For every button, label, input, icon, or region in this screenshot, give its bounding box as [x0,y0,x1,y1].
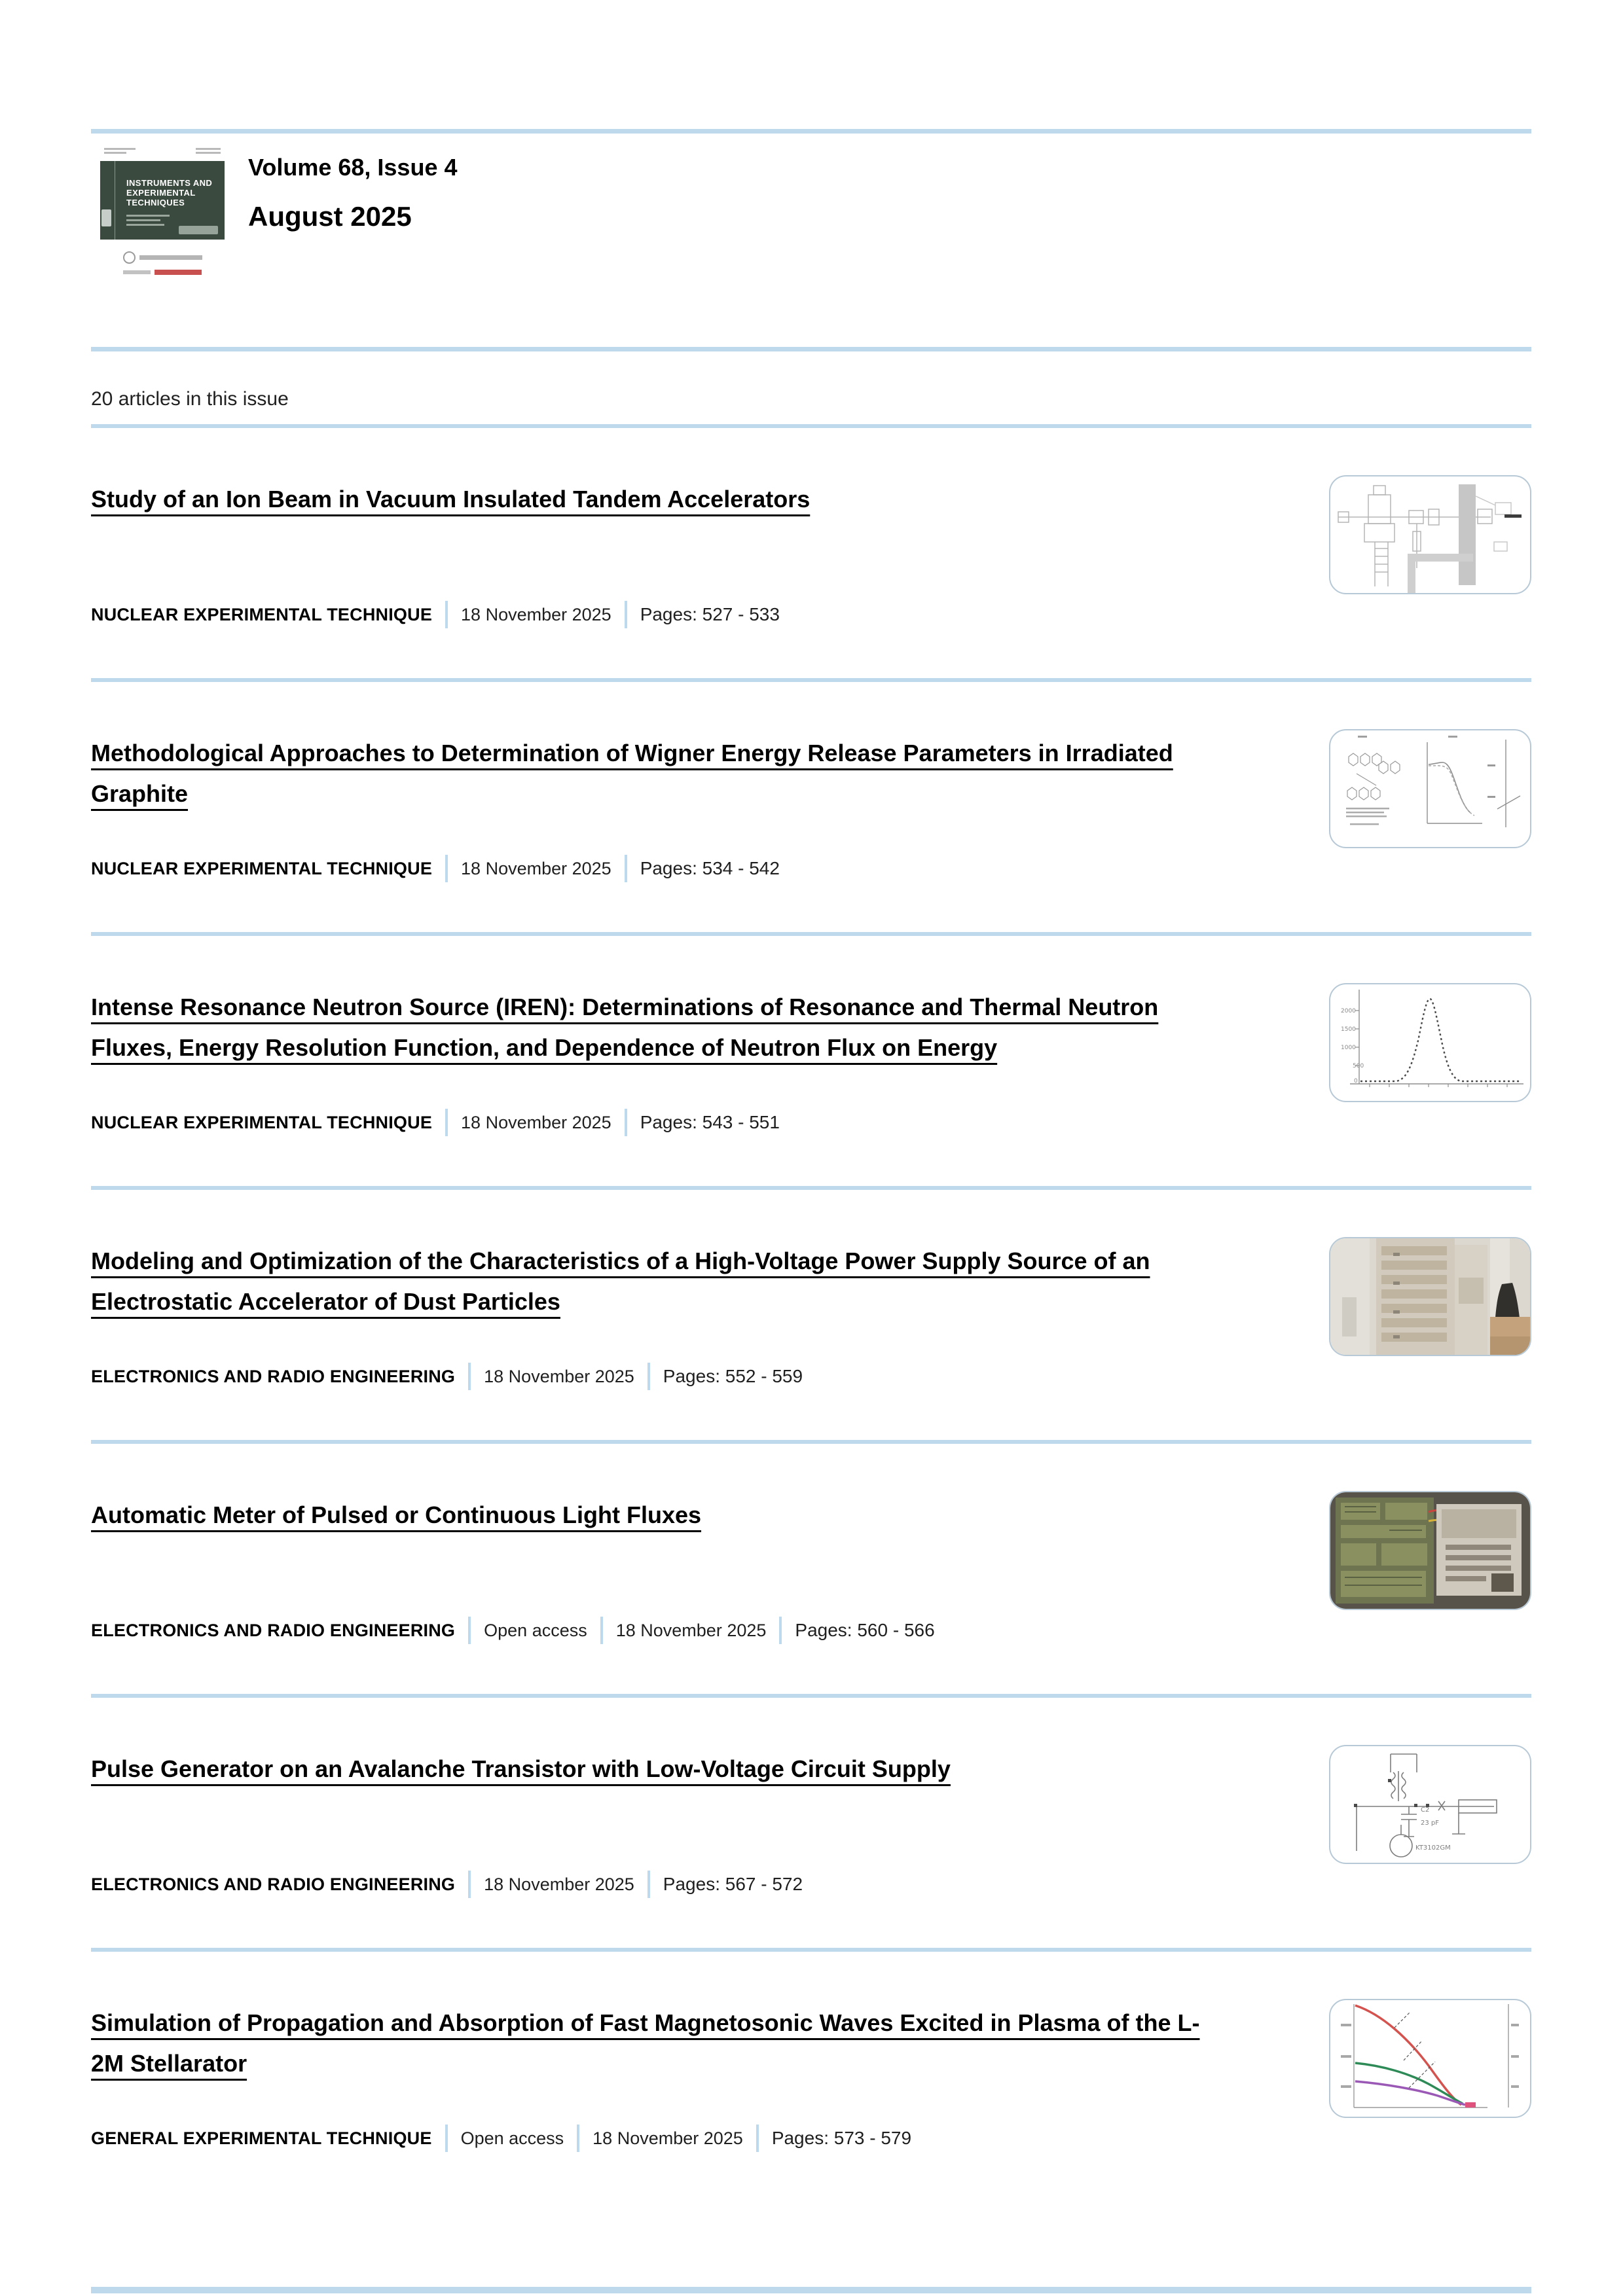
cover-label-plate [179,226,218,234]
article-item [91,682,1531,932]
article-item [91,1698,1531,1948]
meta-divider [468,1617,471,1644]
article-meta [91,1617,935,1644]
article-date: 18 November 2025 [461,858,611,878]
article-item [91,936,1531,1186]
article-date: 18 November 2025 [461,1112,611,1132]
articles-count: 20 articles in this issue [91,388,289,410]
open-access-label: Open access [460,2128,564,2148]
article-pages: Pages: 567 - 572 [663,1874,803,1894]
article-thumbnail[interactable] [1329,729,1531,848]
svg-text:2000: 2000 [1341,1008,1356,1014]
issue-header [91,134,1531,347]
meta-divider [647,1363,650,1390]
article-date: 18 November 2025 [593,2128,743,2148]
cover-publisher-logos [100,251,225,275]
article-pages: Pages: 527 - 533 [640,604,780,624]
thumb-power-supply-photo [1330,1238,1530,1355]
article-title-link[interactable]: Methodological Approaches to Determination of Wigner Energy Release Parameters in Irradiated Graphite [91,740,1173,807]
meta-divider [445,601,448,628]
article-category: NUCLEAR EXPERIMENTAL TECHNIQUE [91,604,433,624]
article-title-link[interactable]: Automatic Meter of Pulsed or Continuous Light Fluxes [91,1501,702,1528]
meta-divider [468,1871,471,1898]
cover-issn-lines [196,148,221,156]
article-item [91,1190,1531,1440]
cover-editor-lines [126,215,170,228]
article-thumbnail[interactable] [1329,475,1531,594]
academy-emblem-icon [101,209,111,226]
thumb-light-flux-meter-photo [1330,1492,1530,1609]
issue-date-label: August 2025 [248,201,412,232]
open-access-label: Open access [484,1620,587,1640]
svg-text:1000: 1000 [1341,1045,1356,1051]
meta-divider [779,1617,782,1644]
article-meta [91,2125,1204,2152]
article-meta [91,1109,1204,1136]
article-category: GENERAL EXPERIMENTAL TECHNIQUE [91,2128,432,2148]
svg-text:C2: C2 [1421,1806,1430,1814]
thumb-pulse-generator-circuit [1330,1746,1530,1863]
article-thumbnail[interactable] [1329,1745,1531,1864]
article-pages: Pages: 552 - 559 [663,1366,803,1386]
article-category: NUCLEAR EXPERIMENTAL TECHNIQUE [91,1112,433,1132]
article-meta [91,1363,1204,1390]
article-item [91,1444,1531,1694]
article-title-link[interactable]: Simulation of Propagation and Absorption of Fast Magnetosonic Waves Excited in Plasma of the L-2M Stellarator [91,2009,1200,2077]
cover-top-text [100,148,225,156]
cover-issue-lines [104,148,136,156]
svg-text:500: 500 [1353,1063,1364,1069]
article-meta [91,855,1204,882]
pleiades-logo [123,251,202,264]
article-category: ELECTRONICS AND RADIO ENGINEERING [91,1366,456,1386]
meta-divider [756,2125,759,2152]
article-pages: Pages: 560 - 566 [795,1620,935,1640]
article-date: 18 November 2025 [484,1366,634,1386]
svg-text:23 pF: 23 pF [1421,1820,1440,1827]
thumb-neutron-peak-plot [1330,984,1530,1101]
article-thumbnail[interactable] [1329,1491,1531,1610]
article-title-link[interactable]: Pulse Generator on an Avalanche Transistor with Low-Voltage Circuit Supply [91,1755,951,1782]
meta-divider [625,601,627,628]
article-date: 18 November 2025 [484,1874,634,1894]
article-date: 18 November 2025 [461,604,611,624]
springer-nature-logo [123,270,202,275]
thumb-accelerator-schematic [1330,476,1530,593]
meta-divider [600,1617,603,1644]
thumb-graphite-figure [1330,730,1530,847]
meta-divider [445,2125,448,2152]
svg-text:1500: 1500 [1341,1026,1356,1033]
article-meta [91,1871,951,1898]
article-title-link[interactable]: Intense Resonance Neutron Source (IREN): Determinations of Resonance and Thermal Neutron Fluxes, Energy Resolution Function, and Dependence of Neutron Flux on Energy [91,994,1159,1061]
separator [91,347,1531,351]
meta-divider [445,855,448,882]
thumb-magnetosonic-waves-plot [1330,2000,1530,2117]
article-title-link[interactable]: Study of an Ion Beam in Vacuum Insulated Tandem Accelerators [91,486,811,512]
meta-divider [577,2125,579,2152]
page-bottom-bar [91,2287,1531,2293]
issue-title-block [248,148,457,233]
article-pages: Pages: 543 - 551 [640,1112,780,1132]
meta-divider [468,1363,471,1390]
article-thumbnail[interactable] [1329,983,1531,1102]
meta-divider [625,855,627,882]
meta-divider [625,1109,627,1136]
pleiades-logo-icon [123,251,136,264]
article-pages: Pages: 573 - 579 [771,2128,912,2148]
article-category: ELECTRONICS AND RADIO ENGINEERING [91,1874,456,1894]
issue-volume-label: Volume 68, Issue 4 [248,154,458,181]
article-item [91,1952,1531,2202]
article-date: 18 November 2025 [615,1620,767,1640]
article-thumbnail[interactable] [1329,1237,1531,1356]
journal-cover-image[interactable] [100,148,225,275]
separator [91,129,1531,134]
meta-divider [647,1871,650,1898]
article-category: ELECTRONICS AND RADIO ENGINEERING [91,1620,456,1640]
meta-divider [445,1109,448,1136]
article-title-link[interactable]: Modeling and Optimization of the Characteristics of a High-Voltage Power Supply Source of an Electrostatic Accelerator of Dust Particles [91,1247,1150,1315]
cover-front [100,161,225,240]
svg-text:KT3102GM: KT3102GM [1415,1844,1451,1852]
springer-nature-red-mark [155,270,202,275]
article-thumbnail[interactable] [1329,1999,1531,2118]
article-item [91,428,1531,678]
svg-text:0: 0 [1354,1078,1358,1085]
article-meta [91,601,810,628]
article-category: NUCLEAR EXPERIMENTAL TECHNIQUE [91,858,433,878]
article-pages: Pages: 534 - 542 [640,858,780,878]
cover-journal-title: INSTRUMENTS AND EXPERIMENTAL TECHNIQUES [126,178,213,207]
